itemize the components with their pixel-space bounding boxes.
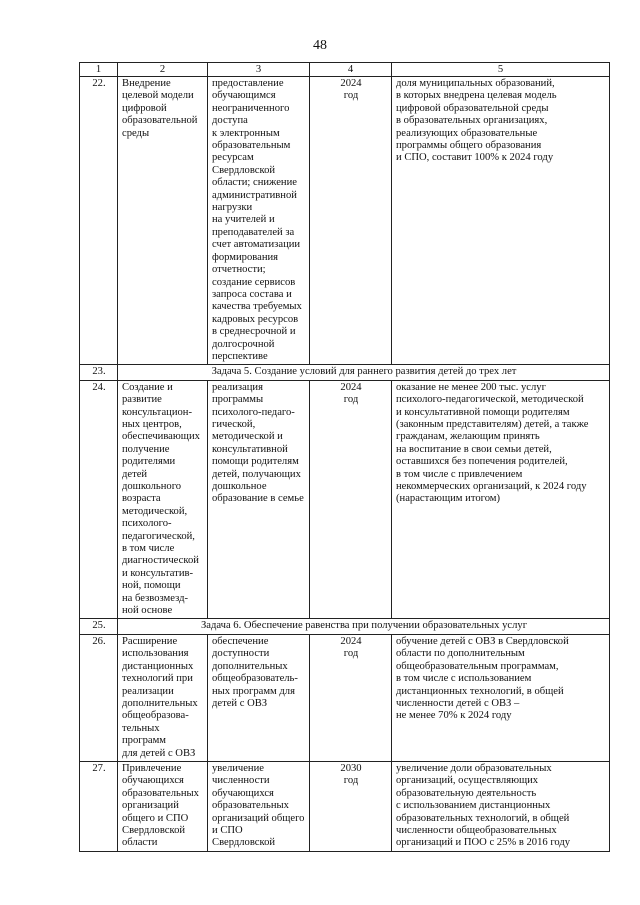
goals-table [79,62,610,852]
row-number: 24. [80,380,118,619]
header-col-2: 2 [118,63,208,77]
row-number: 27. [80,761,118,851]
header-col-5: 5 [392,63,610,77]
measure-name: Создание и развитие консультацион- ных центров, обеспечивающих получение родителями детей дошкольного возраста методической, психолого- педагогической, в том числе диагностической и консультатив- ной, помощи на безвозмезд- ной основе [118,380,208,619]
row-number: 25. [80,619,118,634]
measure-content: предоставление обучающимся неограниченного доступа к электронным образовательным ресурсам Свердловской области; снижение административной нагрузки на учителей и преподавателей за счет автоматизации формирования отчетности; создание сервисов запроса состава и качества требуемых кадровых ресурсов в среднесрочной и долгосрочной перспективе [208,77,310,365]
deadline: 2030 год [310,761,392,851]
page-number: 48 [313,38,327,53]
table-header-row [80,63,610,77]
expected-result: оказание не менее 200 тыс. услуг психолого-педагогической, методической и консультативной помощи родителям (законным представителям) детей, а также гражданам, желающим принять на воспитание в свои семьи детей, оставшихся без попечения родителей, в том числе с привлечением некоммерческих организаций, к 2024 году (нарастающим итогом) [392,380,610,619]
deadline: 2024 год [310,380,392,619]
table-row-23 [80,365,610,380]
row-number: 23. [80,365,118,380]
header-col-3: 3 [208,63,310,77]
table-row-26 [80,634,610,761]
measure-content: реализация программы психолого-педаго- гической, методической и консультативной помощи родителям детей, получающих дошкольное образование в семье [208,380,310,619]
header-col-4: 4 [310,63,392,77]
deadline: 2024 год [310,634,392,761]
row-number: 26. [80,634,118,761]
task-heading: Задача 5. Создание условий для раннего развития детей до трех лет [118,365,610,380]
expected-result: увеличение доли образовательных организаций, осуществляющих образовательную деятельность с использованием дистанционных образовательных технологий, в общей численности общеобразовательных организаций и ПОО с 25% в 2016 году [392,761,610,851]
measure-name: Внедрение целевой модели цифровой образовательной среды [118,77,208,365]
measure-name: Привлечение обучающихся образовательных организаций общего и СПО Свердловской области [118,761,208,851]
table-row-25 [80,619,610,634]
expected-result: доля муниципальных образований, в которых внедрена целевая модель цифровой образовательной среды в образовательных организациях, реализующих образовательные программы общего образования и СПО, составит 100% к 2024 году [392,77,610,365]
measure-content: увеличение численности обучающихся образовательных организаций общего и СПО Свердловской [208,761,310,851]
expected-result: обучение детей с ОВЗ в Свердловской области по дополнительным общеобразовательным программам, в том числе с использованием дистанционных технологий, в общей численности детей с ОВЗ – не менее 70% к 2024 году [392,634,610,761]
table-row-27 [80,761,610,851]
measure-content: обеспечение доступности дополнительных общеобразователь- ных программ для детей с ОВЗ [208,634,310,761]
deadline: 2024 год [310,77,392,365]
task-heading: Задача 6. Обеспечение равенства при получении образовательных услуг [118,619,610,634]
measure-name: Расширение использования дистанционных технологий при реализации дополнительных общеобразова- тельных программ для детей с ОВЗ [118,634,208,761]
table-row-22 [80,77,610,365]
table-row-24 [80,380,610,619]
header-col-1: 1 [80,63,118,77]
row-number: 22. [80,77,118,365]
